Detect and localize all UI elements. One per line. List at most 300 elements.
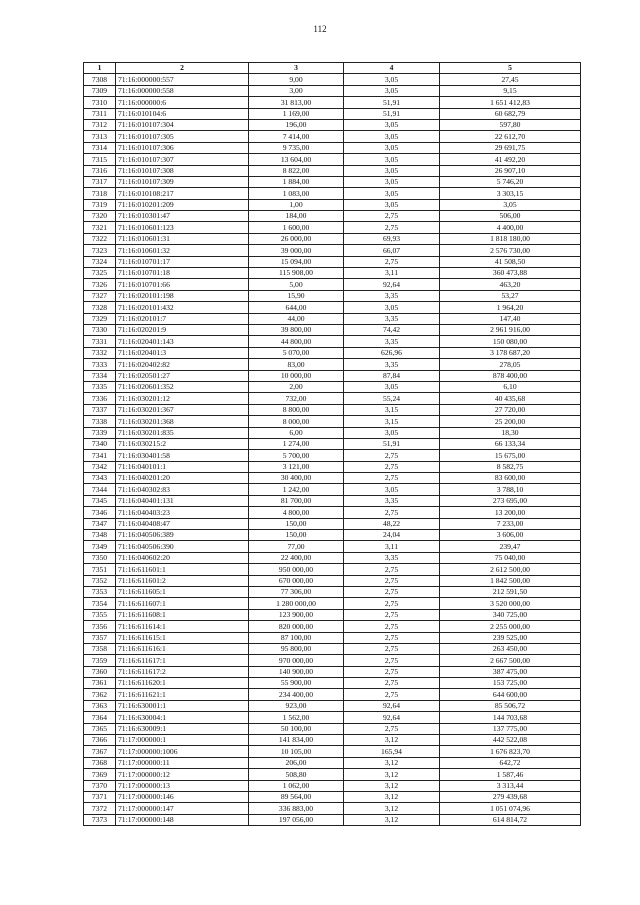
table-row	[84, 757, 581, 768]
table-row	[84, 381, 581, 392]
rate-value: 2,75	[344, 632, 440, 643]
table-row	[84, 575, 581, 586]
area-value: 184,00	[249, 211, 344, 222]
rate-value: 3,05	[344, 484, 440, 495]
cadastral-number: 71:16:040403:23	[116, 507, 249, 518]
table-row	[84, 712, 581, 723]
cadastral-number: 71:16:010107:304	[116, 119, 249, 130]
table-row	[84, 427, 581, 438]
table-row	[84, 495, 581, 506]
area-value: 77 306,00	[249, 586, 344, 597]
area-value: 3 121,00	[249, 461, 344, 472]
cadastral-number: 71:17:000000:147	[116, 803, 249, 814]
total-value: 273 695,00	[440, 495, 581, 506]
cadastral-number: 71:16:040408:47	[116, 518, 249, 529]
row-number: 7336	[84, 393, 116, 404]
area-value: 39 800,00	[249, 324, 344, 335]
row-number: 7364	[84, 712, 116, 723]
cadastral-number: 71:16:040506:390	[116, 541, 249, 552]
row-number: 7368	[84, 757, 116, 768]
table-row	[84, 643, 581, 654]
area-value: 1 062,00	[249, 780, 344, 791]
area-value: 336 883,00	[249, 803, 344, 814]
table-row	[84, 359, 581, 370]
header-col-3: 3	[249, 63, 344, 74]
row-number: 7334	[84, 370, 116, 381]
area-value: 970 000,00	[249, 655, 344, 666]
cadastral-number: 71:16:010701:18	[116, 268, 249, 279]
rate-value: 3,05	[344, 427, 440, 438]
total-value: 41 492,20	[440, 154, 581, 165]
total-value: 25 200,00	[440, 416, 581, 427]
rate-value: 3,15	[344, 404, 440, 415]
area-value: 150,00	[249, 530, 344, 541]
row-number: 7335	[84, 381, 116, 392]
cadastral-number: 71:16:030401:58	[116, 450, 249, 461]
cadastral-number: 71:16:000000:6	[116, 97, 249, 108]
rate-value: 3,05	[344, 176, 440, 187]
area-value: 1 083,00	[249, 188, 344, 199]
table-row	[84, 347, 581, 358]
row-number: 7330	[84, 324, 116, 335]
rate-value: 2,75	[344, 461, 440, 472]
total-value: 506,00	[440, 211, 581, 222]
total-value: 66 133,34	[440, 438, 581, 449]
total-value: 53,27	[440, 290, 581, 301]
total-value: 239 525,00	[440, 632, 581, 643]
total-value: 18,30	[440, 427, 581, 438]
rate-value: 66,07	[344, 245, 440, 256]
cadastral-number: 71:16:630004:1	[116, 712, 249, 723]
cadastral-number: 71:16:040506:389	[116, 530, 249, 541]
rate-value: 3,05	[344, 199, 440, 210]
cadastral-number: 71:17:000000:148	[116, 814, 249, 825]
rate-value: 3,35	[344, 495, 440, 506]
area-value: 732,00	[249, 393, 344, 404]
cadastral-number: 71:16:020401:3	[116, 347, 249, 358]
rate-value: 48,22	[344, 518, 440, 529]
cadastral-number: 71:16:040101:1	[116, 461, 249, 472]
rate-value: 3,11	[344, 541, 440, 552]
cadastral-number: 71:16:010107:307	[116, 154, 249, 165]
table-row	[84, 165, 581, 176]
header-col-2: 2	[116, 63, 249, 74]
rate-value: 626,96	[344, 347, 440, 358]
rate-value: 2,75	[344, 211, 440, 222]
table-row	[84, 518, 581, 529]
total-value: 3 303,15	[440, 188, 581, 199]
total-value: 1 842 500,00	[440, 575, 581, 586]
table-row	[84, 700, 581, 711]
total-value: 614 814,72	[440, 814, 581, 825]
cadastral-number: 71:16:611617:1	[116, 655, 249, 666]
area-value: 206,00	[249, 757, 344, 768]
area-value: 3,00	[249, 85, 344, 96]
cadastral-number: 71:16:020101:7	[116, 313, 249, 324]
cadastral-number: 71:16:611605:1	[116, 586, 249, 597]
rate-value: 3,35	[344, 552, 440, 563]
row-number: 7326	[84, 279, 116, 290]
area-value: 10 105,00	[249, 746, 344, 757]
area-value: 923,00	[249, 700, 344, 711]
table-row	[84, 632, 581, 643]
total-value: 2 667 500,00	[440, 655, 581, 666]
rate-value: 3,05	[344, 85, 440, 96]
table-row	[84, 552, 581, 563]
rate-value: 3,05	[344, 74, 440, 85]
table-row	[84, 302, 581, 313]
cadastral-number: 71:17:000000:1	[116, 735, 249, 746]
table-row	[84, 416, 581, 427]
page-number: 112	[313, 24, 327, 34]
table-row	[84, 142, 581, 153]
row-number: 7323	[84, 245, 116, 256]
rate-value: 2,75	[344, 678, 440, 689]
total-value: 85 506,72	[440, 700, 581, 711]
table-row	[84, 119, 581, 130]
table-row	[84, 393, 581, 404]
rate-value: 2,75	[344, 586, 440, 597]
cadastral-number: 71:16:010107:306	[116, 142, 249, 153]
table-row	[84, 290, 581, 301]
area-value: 26 000,00	[249, 233, 344, 244]
area-value: 8 800,00	[249, 404, 344, 415]
table-row	[84, 484, 581, 495]
area-value: 1,00	[249, 199, 344, 210]
cadastral-number: 71:16:611608:1	[116, 609, 249, 620]
total-value: 3 606,00	[440, 530, 581, 541]
row-number: 7315	[84, 154, 116, 165]
row-number: 7369	[84, 769, 116, 780]
rate-value: 165,94	[344, 746, 440, 757]
total-value: 878 400,00	[440, 370, 581, 381]
cadastral-number: 71:17:000000:146	[116, 792, 249, 803]
total-value: 60 682,79	[440, 108, 581, 119]
rate-value: 2,75	[344, 507, 440, 518]
area-value: 44 800,00	[249, 336, 344, 347]
rate-value: 2,75	[344, 655, 440, 666]
area-value: 508,80	[249, 769, 344, 780]
row-number: 7340	[84, 438, 116, 449]
row-number: 7358	[84, 643, 116, 654]
area-value: 115 908,00	[249, 268, 344, 279]
table-row	[84, 85, 581, 96]
rate-value: 2,75	[344, 598, 440, 609]
row-number: 7325	[84, 268, 116, 279]
row-number: 7357	[84, 632, 116, 643]
rate-value: 3,35	[344, 290, 440, 301]
cadastral-number: 71:16:010107:305	[116, 131, 249, 142]
row-number: 7331	[84, 336, 116, 347]
total-value: 4 400,00	[440, 222, 581, 233]
rate-value: 2,75	[344, 666, 440, 677]
cadastral-number: 71:16:010701:17	[116, 256, 249, 267]
table-row	[84, 370, 581, 381]
row-number: 7355	[84, 609, 116, 620]
area-value: 5 070,00	[249, 347, 344, 358]
row-number: 7311	[84, 108, 116, 119]
area-value: 22 400,00	[249, 552, 344, 563]
rate-value: 3,35	[344, 313, 440, 324]
area-value: 81 700,00	[249, 495, 344, 506]
area-value: 1 600,00	[249, 222, 344, 233]
rate-value: 3,12	[344, 803, 440, 814]
cadastral-number: 71:16:010601:32	[116, 245, 249, 256]
rate-value: 3,05	[344, 131, 440, 142]
total-value: 2 612 500,00	[440, 564, 581, 575]
area-value: 31 813,00	[249, 97, 344, 108]
cadastral-number: 71:16:611621:1	[116, 689, 249, 700]
table-row	[84, 598, 581, 609]
cadastral-number: 71:16:611616:1	[116, 643, 249, 654]
row-number: 7350	[84, 552, 116, 563]
total-value: 3 520 000,00	[440, 598, 581, 609]
area-value: 15,90	[249, 290, 344, 301]
rate-value: 3,12	[344, 769, 440, 780]
rate-value: 2,75	[344, 643, 440, 654]
row-number: 7332	[84, 347, 116, 358]
table-row	[84, 233, 581, 244]
row-number: 7367	[84, 746, 116, 757]
header-col-1: 1	[84, 63, 116, 74]
rate-value: 3,35	[344, 359, 440, 370]
total-value: 442 522,08	[440, 735, 581, 746]
table-row	[84, 245, 581, 256]
area-value: 55 900,00	[249, 678, 344, 689]
table-row	[84, 689, 581, 700]
rate-value: 87,84	[344, 370, 440, 381]
table-row	[84, 780, 581, 791]
rate-value: 2,75	[344, 689, 440, 700]
total-value: 137 775,00	[440, 723, 581, 734]
cadastral-number: 71:16:030201:367	[116, 404, 249, 415]
row-number: 7354	[84, 598, 116, 609]
total-value: 279 439,68	[440, 792, 581, 803]
cadastral-number: 71:16:010107:309	[116, 176, 249, 187]
table-row	[84, 324, 581, 335]
total-value: 3,05	[440, 199, 581, 210]
table-row	[84, 313, 581, 324]
table-row	[84, 176, 581, 187]
total-value: 1 818 180,00	[440, 233, 581, 244]
area-value: 950 000,00	[249, 564, 344, 575]
area-value: 1 280 000,00	[249, 598, 344, 609]
area-value: 644,00	[249, 302, 344, 313]
cadastral-number: 71:16:010104:6	[116, 108, 249, 119]
table-header-row	[84, 63, 581, 74]
cadastral-number: 71:16:010301:47	[116, 211, 249, 222]
rate-value: 92,64	[344, 279, 440, 290]
cadastral-number: 71:16:611607:1	[116, 598, 249, 609]
row-number: 7349	[84, 541, 116, 552]
row-number: 7341	[84, 450, 116, 461]
table-row	[84, 586, 581, 597]
area-value: 5,00	[249, 279, 344, 290]
total-value: 3 313,44	[440, 780, 581, 791]
cadastral-number: 71:16:020201:9	[116, 324, 249, 335]
area-value: 9 735,00	[249, 142, 344, 153]
row-number: 7308	[84, 74, 116, 85]
table-row	[84, 473, 581, 484]
row-number: 7314	[84, 142, 116, 153]
cadastral-number: 71:16:010601:31	[116, 233, 249, 244]
total-value: 83 600,00	[440, 473, 581, 484]
area-value: 1 884,00	[249, 176, 344, 187]
area-value: 7 414,00	[249, 131, 344, 142]
rate-value: 2,75	[344, 575, 440, 586]
rate-value: 2,75	[344, 564, 440, 575]
rate-value: 2,75	[344, 621, 440, 632]
total-value: 2 961 916,00	[440, 324, 581, 335]
area-value: 8 822,00	[249, 165, 344, 176]
cadastral-number: 71:17:000000:1006	[116, 746, 249, 757]
rate-value: 69,93	[344, 233, 440, 244]
table-row	[84, 769, 581, 780]
row-number: 7360	[84, 666, 116, 677]
cadastral-number: 71:16:020101:198	[116, 290, 249, 301]
total-value: 212 591,50	[440, 586, 581, 597]
table-row	[84, 336, 581, 347]
area-value: 9,00	[249, 74, 344, 85]
table-row	[84, 655, 581, 666]
rate-value: 3,05	[344, 142, 440, 153]
total-value: 1 964,20	[440, 302, 581, 313]
rate-value: 74,42	[344, 324, 440, 335]
row-number: 7352	[84, 575, 116, 586]
area-value: 39 000,00	[249, 245, 344, 256]
cadastral-number: 71:16:030201:12	[116, 393, 249, 404]
total-value: 22 612,70	[440, 131, 581, 142]
cadastral-number: 71:16:010107:308	[116, 165, 249, 176]
rate-value: 3,05	[344, 154, 440, 165]
total-value: 147,40	[440, 313, 581, 324]
total-value: 239,47	[440, 541, 581, 552]
row-number: 7312	[84, 119, 116, 130]
area-value: 5 700,00	[249, 450, 344, 461]
cadastral-number: 71:17:000000:12	[116, 769, 249, 780]
row-number: 7333	[84, 359, 116, 370]
area-value: 150,00	[249, 518, 344, 529]
table-row	[84, 154, 581, 165]
table-row	[84, 279, 581, 290]
total-value: 2 576 730,00	[440, 245, 581, 256]
area-value: 1 169,00	[249, 108, 344, 119]
total-value: 29 691,75	[440, 142, 581, 153]
row-number: 7348	[84, 530, 116, 541]
header-col-4: 4	[344, 63, 440, 74]
rate-value: 3,12	[344, 792, 440, 803]
cadastral-number: 71:16:630001:1	[116, 700, 249, 711]
row-number: 7344	[84, 484, 116, 495]
row-number: 7353	[84, 586, 116, 597]
cadastral-number: 71:16:000000:557	[116, 74, 249, 85]
cadastral-number: 71:16:020402:82	[116, 359, 249, 370]
table-row	[84, 450, 581, 461]
total-value: 27 720,00	[440, 404, 581, 415]
rate-value: 2,75	[344, 723, 440, 734]
rate-value: 3,05	[344, 302, 440, 313]
table-row	[84, 97, 581, 108]
total-value: 1 051 074,96	[440, 803, 581, 814]
total-value: 1 651 412,83	[440, 97, 581, 108]
area-value: 95 800,00	[249, 643, 344, 654]
rate-value: 51,91	[344, 438, 440, 449]
total-value: 597,80	[440, 119, 581, 130]
table-row	[84, 564, 581, 575]
row-number: 7370	[84, 780, 116, 791]
rate-value: 24,04	[344, 530, 440, 541]
row-number: 7362	[84, 689, 116, 700]
table-row	[84, 723, 581, 734]
total-value: 644 600,00	[440, 689, 581, 700]
area-value: 44,00	[249, 313, 344, 324]
total-value: 15 675,00	[440, 450, 581, 461]
row-number: 7316	[84, 165, 116, 176]
cadastral-number: 71:16:040201:20	[116, 473, 249, 484]
rate-value: 3,05	[344, 119, 440, 130]
cadastral-number: 71:16:010601:123	[116, 222, 249, 233]
table-row	[84, 803, 581, 814]
area-value: 50 100,00	[249, 723, 344, 734]
cadastral-number: 71:16:030201:368	[116, 416, 249, 427]
cadastral-number: 71:16:611617:2	[116, 666, 249, 677]
row-number: 7320	[84, 211, 116, 222]
row-number: 7327	[84, 290, 116, 301]
total-value: 3 788,10	[440, 484, 581, 495]
total-value: 340 725,00	[440, 609, 581, 620]
cadastral-number: 71:16:611601:1	[116, 564, 249, 575]
table-row	[84, 746, 581, 757]
rate-value: 3,05	[344, 165, 440, 176]
header-col-5: 5	[440, 63, 581, 74]
table-row	[84, 188, 581, 199]
row-number: 7372	[84, 803, 116, 814]
table-row	[84, 211, 581, 222]
total-value: 1 676 823,70	[440, 746, 581, 757]
area-value: 30 400,00	[249, 473, 344, 484]
row-number: 7337	[84, 404, 116, 415]
area-value: 13 604,00	[249, 154, 344, 165]
cadastral-number: 71:17:000000:13	[116, 780, 249, 791]
cadastral-number: 71:16:030215:2	[116, 438, 249, 449]
row-number: 7309	[84, 85, 116, 96]
cadastral-number: 71:16:630009:1	[116, 723, 249, 734]
rate-value: 2,75	[344, 450, 440, 461]
rate-value: 55,24	[344, 393, 440, 404]
rate-value: 51,91	[344, 97, 440, 108]
table-row	[84, 438, 581, 449]
total-value: 6,10	[440, 381, 581, 392]
area-value: 4 800,00	[249, 507, 344, 518]
table-row	[84, 222, 581, 233]
row-number: 7342	[84, 461, 116, 472]
rate-value: 3,05	[344, 188, 440, 199]
area-value: 234 400,00	[249, 689, 344, 700]
table-row	[84, 507, 581, 518]
cadastral-number: 71:16:000000:558	[116, 85, 249, 96]
total-value: 9,15	[440, 85, 581, 96]
total-value: 642,72	[440, 757, 581, 768]
rate-value: 3,12	[344, 814, 440, 825]
area-value: 820 000,00	[249, 621, 344, 632]
row-number: 7346	[84, 507, 116, 518]
total-value: 40 435,68	[440, 393, 581, 404]
row-number: 7359	[84, 655, 116, 666]
cadastral-number: 71:16:030201:835	[116, 427, 249, 438]
row-number: 7347	[84, 518, 116, 529]
row-number: 7339	[84, 427, 116, 438]
total-value: 13 200,00	[440, 507, 581, 518]
